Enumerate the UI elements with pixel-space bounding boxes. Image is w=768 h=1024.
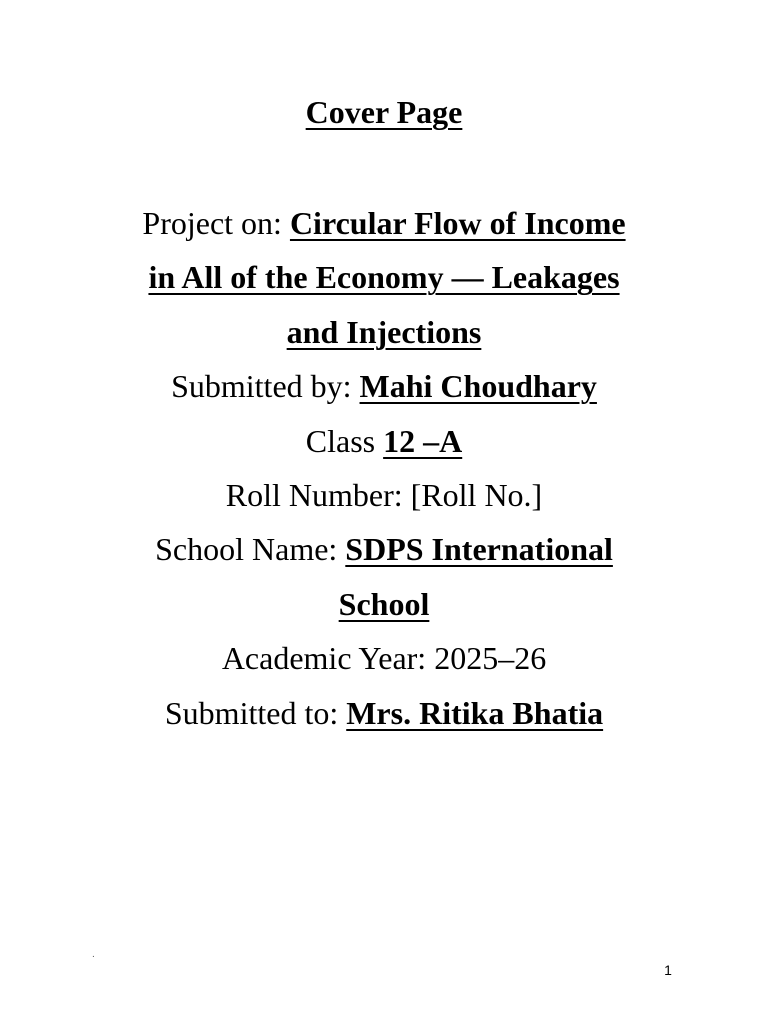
class-line <box>84 414 684 468</box>
page-title: Cover Page <box>305 94 463 130</box>
submitted-to-label: Submitted to: <box>164 694 339 731</box>
cover-details <box>84 196 684 740</box>
project-title-part-3: and Injections <box>286 313 482 350</box>
submitted-to-line <box>84 686 684 740</box>
school-line-2 <box>84 577 684 631</box>
project-title-line-3 <box>84 305 684 359</box>
submitted-by-label: Submitted by: <box>171 368 352 405</box>
submitted-by-line <box>84 359 684 413</box>
class-label: Class <box>305 422 376 459</box>
school-line <box>84 522 684 576</box>
school-name-part-2: School <box>338 585 430 622</box>
project-title-part-2: in All of the Economy — Leakages <box>148 259 620 296</box>
academic-year-line: Academic Year: 2025–26 <box>221 640 547 677</box>
page-number: 1 <box>664 962 672 978</box>
project-line <box>84 196 684 250</box>
school-label: School Name: <box>155 531 338 568</box>
project-label: Project on: <box>142 205 282 241</box>
project-title-part-1: Circular Flow of Income <box>289 205 626 241</box>
project-title-line-2 <box>84 250 684 304</box>
school-name-part-1: SDPS International <box>345 531 613 568</box>
class-value: 12 –A <box>383 422 463 459</box>
student-name: Mahi Choudhary <box>359 368 597 405</box>
teacher-name: Mrs. Ritika Bhatia <box>346 694 604 731</box>
footer-mark: . <box>92 949 95 960</box>
roll-number-line: Roll Number: [Roll No.] <box>225 477 543 514</box>
